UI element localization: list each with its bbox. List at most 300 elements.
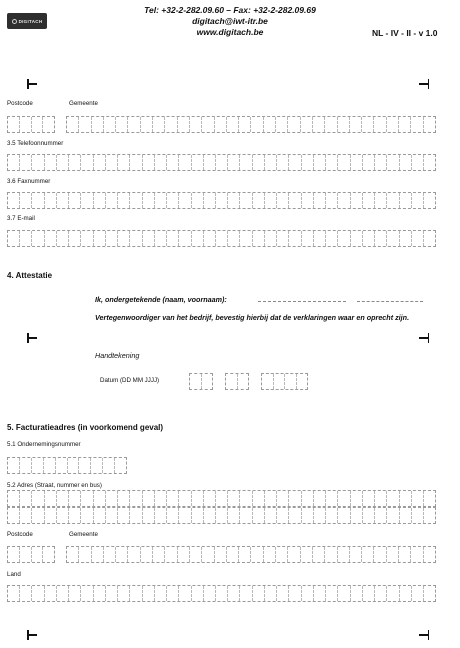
character-box[interactable] — [362, 547, 374, 562]
character-box[interactable] — [216, 155, 228, 170]
character-box[interactable] — [400, 508, 412, 523]
character-box[interactable] — [143, 491, 155, 506]
character-box[interactable] — [69, 231, 81, 246]
character-box[interactable] — [192, 586, 204, 601]
character-box[interactable] — [141, 547, 153, 562]
character-box[interactable] — [190, 374, 202, 389]
character-box[interactable] — [265, 586, 277, 601]
character-box[interactable] — [253, 231, 265, 246]
character-box[interactable] — [351, 193, 363, 208]
character-box[interactable] — [240, 231, 252, 246]
character-box[interactable] — [190, 547, 202, 562]
character-box[interactable] — [204, 508, 216, 523]
character-box[interactable] — [227, 547, 239, 562]
character-box[interactable] — [115, 458, 126, 473]
character-box[interactable] — [411, 117, 423, 132]
character-box[interactable] — [143, 193, 155, 208]
character-box[interactable] — [20, 508, 32, 523]
character-box[interactable] — [43, 117, 54, 132]
character-box[interactable] — [103, 458, 115, 473]
character-box[interactable] — [8, 193, 20, 208]
character-box[interactable] — [338, 547, 350, 562]
email-field[interactable] — [7, 230, 436, 247]
character-box[interactable] — [56, 458, 68, 473]
character-box[interactable] — [387, 508, 399, 523]
character-box[interactable] — [118, 508, 130, 523]
character-box[interactable] — [20, 458, 32, 473]
character-box[interactable] — [412, 155, 424, 170]
character-box[interactable] — [374, 117, 386, 132]
character-box[interactable] — [228, 508, 240, 523]
character-box[interactable] — [375, 586, 387, 601]
character-box[interactable] — [277, 193, 289, 208]
character-box[interactable] — [215, 547, 227, 562]
character-box[interactable] — [424, 491, 435, 506]
character-box[interactable] — [313, 117, 325, 132]
character-box[interactable] — [20, 547, 32, 562]
character-box[interactable] — [424, 155, 435, 170]
character-box[interactable] — [104, 547, 116, 562]
character-box[interactable] — [424, 117, 435, 132]
character-box[interactable] — [226, 374, 238, 389]
character-box[interactable] — [301, 117, 313, 132]
character-box[interactable] — [143, 231, 155, 246]
character-box[interactable] — [363, 586, 375, 601]
character-box[interactable] — [253, 491, 265, 506]
gemeente-field[interactable] — [66, 116, 436, 133]
character-box[interactable] — [20, 491, 32, 506]
character-box[interactable] — [57, 193, 69, 208]
character-box[interactable] — [116, 547, 128, 562]
character-box[interactable] — [240, 491, 252, 506]
firstname-line[interactable] — [357, 301, 423, 302]
character-box[interactable] — [8, 458, 20, 473]
character-box[interactable] — [338, 508, 350, 523]
character-box[interactable] — [155, 586, 167, 601]
character-box[interactable] — [228, 155, 240, 170]
character-box[interactable] — [202, 117, 214, 132]
character-box[interactable] — [190, 117, 202, 132]
character-box[interactable] — [69, 155, 81, 170]
character-box[interactable] — [276, 117, 288, 132]
character-box[interactable] — [276, 547, 288, 562]
character-box[interactable] — [338, 193, 350, 208]
character-box[interactable] — [314, 193, 326, 208]
character-box[interactable] — [325, 547, 337, 562]
character-box[interactable] — [338, 155, 350, 170]
character-box[interactable] — [32, 155, 44, 170]
character-box[interactable] — [375, 231, 387, 246]
character-box[interactable] — [20, 155, 32, 170]
postcode-field[interactable] — [7, 116, 55, 133]
character-box[interactable] — [81, 155, 93, 170]
character-box[interactable] — [265, 508, 277, 523]
character-box[interactable] — [289, 155, 301, 170]
character-box[interactable] — [69, 193, 81, 208]
character-box[interactable] — [143, 586, 155, 601]
character-box[interactable] — [204, 155, 216, 170]
character-box[interactable] — [57, 491, 69, 506]
character-box[interactable] — [116, 117, 128, 132]
character-box[interactable] — [118, 491, 130, 506]
character-box[interactable] — [216, 586, 228, 601]
character-box[interactable] — [204, 193, 216, 208]
character-box[interactable] — [178, 117, 190, 132]
character-box[interactable] — [153, 547, 165, 562]
character-box[interactable] — [179, 193, 191, 208]
character-box[interactable] — [387, 547, 399, 562]
character-box[interactable] — [399, 117, 411, 132]
character-box[interactable] — [57, 586, 69, 601]
character-box[interactable] — [130, 508, 142, 523]
character-box[interactable] — [45, 586, 57, 601]
character-box[interactable] — [240, 586, 252, 601]
character-box[interactable] — [277, 586, 289, 601]
character-box[interactable] — [92, 547, 104, 562]
character-box[interactable] — [81, 193, 93, 208]
character-box[interactable] — [289, 193, 301, 208]
character-box[interactable] — [350, 547, 362, 562]
character-box[interactable] — [79, 117, 91, 132]
character-box[interactable] — [8, 231, 20, 246]
date-day-field[interactable] — [189, 373, 213, 390]
character-box[interactable] — [69, 491, 81, 506]
character-box[interactable] — [91, 458, 103, 473]
character-box[interactable] — [411, 547, 423, 562]
character-box[interactable] — [128, 117, 140, 132]
character-box[interactable] — [45, 491, 57, 506]
character-box[interactable] — [106, 508, 118, 523]
character-box[interactable] — [228, 491, 240, 506]
character-box[interactable] — [192, 193, 204, 208]
character-box[interactable] — [412, 193, 424, 208]
character-box[interactable] — [45, 155, 57, 170]
character-box[interactable] — [387, 586, 399, 601]
character-box[interactable] — [155, 193, 167, 208]
character-box[interactable] — [277, 508, 289, 523]
character-box[interactable] — [94, 508, 106, 523]
character-box[interactable] — [387, 193, 399, 208]
character-box[interactable] — [314, 491, 326, 506]
character-box[interactable] — [302, 491, 314, 506]
character-box[interactable] — [8, 547, 20, 562]
character-box[interactable] — [326, 231, 338, 246]
character-box[interactable] — [264, 117, 276, 132]
character-box[interactable] — [424, 547, 435, 562]
character-box[interactable] — [288, 547, 300, 562]
character-box[interactable] — [20, 231, 32, 246]
character-box[interactable] — [68, 458, 80, 473]
character-box[interactable] — [81, 586, 93, 601]
character-box[interactable] — [288, 117, 300, 132]
character-box[interactable] — [251, 117, 263, 132]
character-box[interactable] — [412, 508, 424, 523]
character-box[interactable] — [179, 491, 191, 506]
character-box[interactable] — [44, 458, 56, 473]
character-box[interactable] — [153, 117, 165, 132]
character-box[interactable] — [351, 491, 363, 506]
character-box[interactable] — [253, 193, 265, 208]
character-box[interactable] — [313, 547, 325, 562]
character-box[interactable] — [20, 117, 32, 132]
character-box[interactable] — [167, 491, 179, 506]
date-month-field[interactable] — [225, 373, 249, 390]
character-box[interactable] — [106, 586, 118, 601]
character-box[interactable] — [32, 547, 44, 562]
character-box[interactable] — [289, 508, 301, 523]
character-box[interactable] — [375, 508, 387, 523]
character-box[interactable] — [57, 508, 69, 523]
character-box[interactable] — [94, 155, 106, 170]
character-box[interactable] — [363, 231, 375, 246]
address-field-line2[interactable] — [7, 507, 436, 524]
character-box[interactable] — [128, 547, 140, 562]
character-box[interactable] — [351, 508, 363, 523]
character-box[interactable] — [32, 508, 44, 523]
character-box[interactable] — [297, 374, 308, 389]
character-box[interactable] — [338, 586, 350, 601]
character-box[interactable] — [204, 231, 216, 246]
character-box[interactable] — [240, 155, 252, 170]
name-line[interactable] — [258, 301, 346, 302]
character-box[interactable] — [363, 491, 375, 506]
character-box[interactable] — [277, 155, 289, 170]
character-box[interactable] — [326, 508, 338, 523]
character-box[interactable] — [79, 458, 91, 473]
character-box[interactable] — [412, 586, 424, 601]
character-box[interactable] — [202, 547, 214, 562]
address-field-line1[interactable] — [7, 490, 436, 507]
character-box[interactable] — [274, 374, 286, 389]
character-box[interactable] — [265, 491, 277, 506]
character-box[interactable] — [363, 508, 375, 523]
character-box[interactable] — [167, 508, 179, 523]
character-box[interactable] — [277, 231, 289, 246]
character-box[interactable] — [289, 586, 301, 601]
character-box[interactable] — [130, 491, 142, 506]
character-box[interactable] — [239, 117, 251, 132]
character-box[interactable] — [400, 155, 412, 170]
character-box[interactable] — [399, 547, 411, 562]
billing-postcode-field[interactable] — [7, 546, 55, 563]
character-box[interactable] — [167, 193, 179, 208]
character-box[interactable] — [387, 155, 399, 170]
character-box[interactable] — [412, 491, 424, 506]
character-box[interactable] — [57, 155, 69, 170]
character-box[interactable] — [302, 231, 314, 246]
character-box[interactable] — [314, 231, 326, 246]
character-box[interactable] — [67, 547, 79, 562]
character-box[interactable] — [253, 586, 265, 601]
character-box[interactable] — [351, 586, 363, 601]
character-box[interactable] — [155, 508, 167, 523]
character-box[interactable] — [45, 231, 57, 246]
character-box[interactable] — [178, 547, 190, 562]
character-box[interactable] — [165, 547, 177, 562]
character-box[interactable] — [387, 491, 399, 506]
character-box[interactable] — [216, 231, 228, 246]
character-box[interactable] — [238, 374, 249, 389]
character-box[interactable] — [94, 491, 106, 506]
character-box[interactable] — [81, 491, 93, 506]
character-box[interactable] — [67, 117, 79, 132]
character-box[interactable] — [285, 374, 297, 389]
character-box[interactable] — [374, 547, 386, 562]
character-box[interactable] — [204, 586, 216, 601]
character-box[interactable] — [179, 508, 191, 523]
character-box[interactable] — [302, 155, 314, 170]
character-box[interactable] — [20, 193, 32, 208]
character-box[interactable] — [8, 508, 20, 523]
character-box[interactable] — [192, 231, 204, 246]
character-box[interactable] — [106, 155, 118, 170]
character-box[interactable] — [167, 586, 179, 601]
character-box[interactable] — [251, 547, 263, 562]
character-box[interactable] — [143, 155, 155, 170]
character-box[interactable] — [179, 586, 191, 601]
character-box[interactable] — [262, 374, 274, 389]
character-box[interactable] — [192, 155, 204, 170]
character-box[interactable] — [326, 586, 338, 601]
character-box[interactable] — [375, 193, 387, 208]
character-box[interactable] — [253, 508, 265, 523]
character-box[interactable] — [400, 193, 412, 208]
character-box[interactable] — [302, 586, 314, 601]
character-box[interactable] — [424, 193, 435, 208]
character-box[interactable] — [240, 193, 252, 208]
character-box[interactable] — [143, 508, 155, 523]
character-box[interactable] — [227, 117, 239, 132]
billing-gemeente-field[interactable] — [66, 546, 436, 563]
character-box[interactable] — [32, 491, 44, 506]
character-box[interactable] — [202, 374, 213, 389]
character-box[interactable] — [216, 193, 228, 208]
character-box[interactable] — [167, 155, 179, 170]
character-box[interactable] — [277, 491, 289, 506]
character-box[interactable] — [106, 231, 118, 246]
character-box[interactable] — [8, 117, 20, 132]
character-box[interactable] — [302, 508, 314, 523]
character-box[interactable] — [351, 231, 363, 246]
character-box[interactable] — [8, 155, 20, 170]
character-box[interactable] — [302, 193, 314, 208]
character-box[interactable] — [141, 117, 153, 132]
character-box[interactable] — [118, 231, 130, 246]
character-box[interactable] — [104, 117, 116, 132]
character-box[interactable] — [79, 547, 91, 562]
character-box[interactable] — [412, 231, 424, 246]
character-box[interactable] — [192, 508, 204, 523]
character-box[interactable] — [8, 586, 20, 601]
character-box[interactable] — [57, 231, 69, 246]
character-box[interactable] — [228, 193, 240, 208]
character-box[interactable] — [130, 155, 142, 170]
character-box[interactable] — [215, 117, 227, 132]
character-box[interactable] — [118, 193, 130, 208]
character-box[interactable] — [326, 491, 338, 506]
character-box[interactable] — [165, 117, 177, 132]
character-box[interactable] — [94, 193, 106, 208]
character-box[interactable] — [400, 586, 412, 601]
character-box[interactable] — [289, 231, 301, 246]
character-box[interactable] — [350, 117, 362, 132]
character-box[interactable] — [362, 117, 374, 132]
character-box[interactable] — [106, 491, 118, 506]
company-number-field[interactable] — [7, 457, 127, 474]
character-box[interactable] — [264, 547, 276, 562]
character-box[interactable] — [265, 231, 277, 246]
character-box[interactable] — [43, 547, 54, 562]
character-box[interactable] — [387, 231, 399, 246]
character-box[interactable] — [45, 508, 57, 523]
character-box[interactable] — [265, 193, 277, 208]
character-box[interactable] — [155, 491, 167, 506]
character-box[interactable] — [192, 491, 204, 506]
character-box[interactable] — [228, 231, 240, 246]
character-box[interactable] — [314, 508, 326, 523]
character-box[interactable] — [375, 155, 387, 170]
character-box[interactable] — [289, 491, 301, 506]
character-box[interactable] — [314, 155, 326, 170]
character-box[interactable] — [155, 155, 167, 170]
character-box[interactable] — [216, 508, 228, 523]
character-box[interactable] — [338, 231, 350, 246]
fax-field[interactable] — [7, 192, 436, 209]
character-box[interactable] — [32, 586, 44, 601]
character-box[interactable] — [8, 491, 20, 506]
character-box[interactable] — [400, 231, 412, 246]
character-box[interactable] — [216, 491, 228, 506]
character-box[interactable] — [424, 586, 435, 601]
character-box[interactable] — [81, 508, 93, 523]
character-box[interactable] — [118, 586, 130, 601]
character-box[interactable] — [228, 586, 240, 601]
character-box[interactable] — [253, 155, 265, 170]
character-box[interactable] — [351, 155, 363, 170]
phone-field[interactable] — [7, 154, 436, 171]
character-box[interactable] — [265, 155, 277, 170]
character-box[interactable] — [106, 193, 118, 208]
character-box[interactable] — [69, 586, 81, 601]
character-box[interactable] — [155, 231, 167, 246]
character-box[interactable] — [130, 586, 142, 601]
character-box[interactable] — [239, 547, 251, 562]
character-box[interactable] — [179, 155, 191, 170]
character-box[interactable] — [326, 155, 338, 170]
character-box[interactable] — [130, 231, 142, 246]
character-box[interactable] — [325, 117, 337, 132]
character-box[interactable] — [424, 231, 435, 246]
character-box[interactable] — [424, 508, 435, 523]
character-box[interactable] — [94, 586, 106, 601]
character-box[interactable] — [179, 231, 191, 246]
character-box[interactable] — [45, 193, 57, 208]
character-box[interactable] — [363, 155, 375, 170]
character-box[interactable] — [387, 117, 399, 132]
date-year-field[interactable] — [261, 373, 308, 390]
character-box[interactable] — [326, 193, 338, 208]
character-box[interactable] — [130, 193, 142, 208]
character-box[interactable] — [375, 491, 387, 506]
character-box[interactable] — [32, 117, 44, 132]
character-box[interactable] — [92, 117, 104, 132]
character-box[interactable] — [32, 193, 44, 208]
character-box[interactable] — [20, 586, 32, 601]
character-box[interactable] — [69, 508, 81, 523]
character-box[interactable] — [81, 231, 93, 246]
character-box[interactable] — [314, 586, 326, 601]
character-box[interactable] — [363, 193, 375, 208]
